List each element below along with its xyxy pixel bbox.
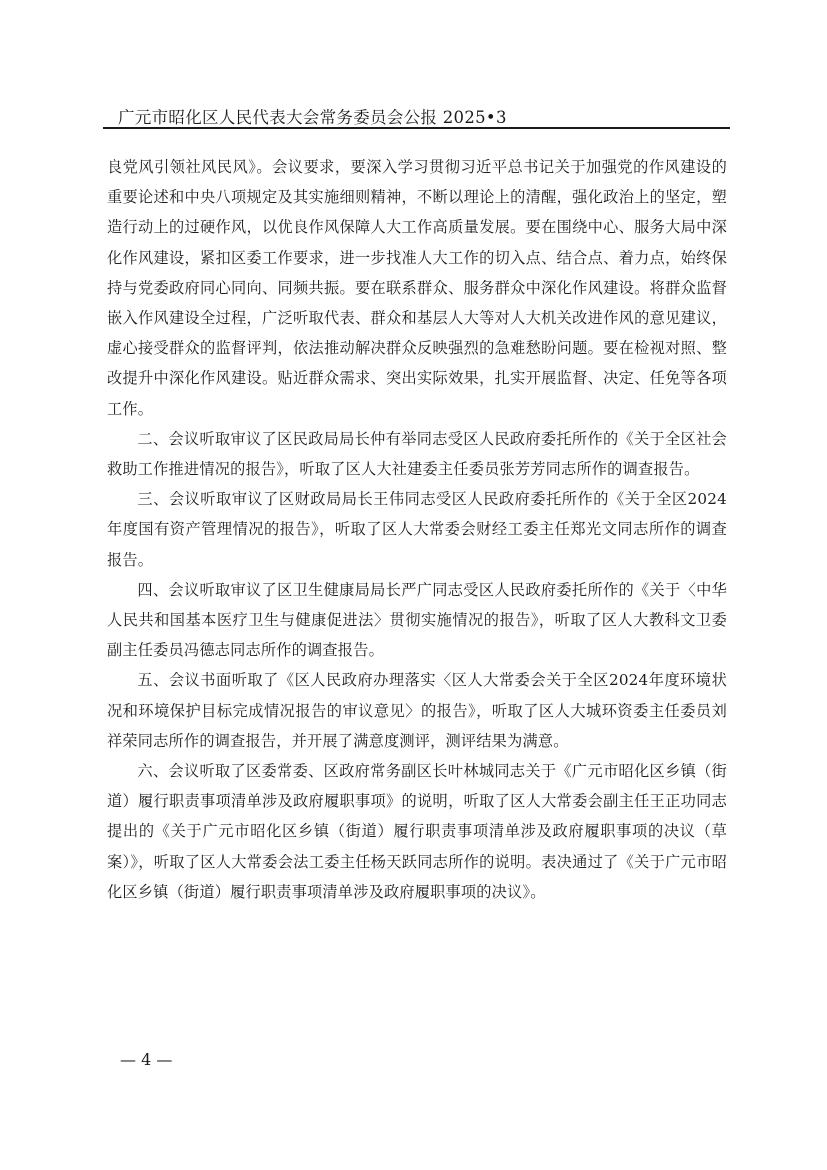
paragraph-item-3: 三、会议听取审议了区财政局局长王伟同志受区人民政府委托所作的《关于全区2024年度国有资产管理情况的报告》，听取了区人大常委会财经工委主任郑光文同志所作的调查报告。 [107, 490, 727, 569]
paragraph-item-5: 五、会议书面听取了《区人民政府办理落实〈区人大常委会关于全区2024年度环境状况和环境保护目标完成情况报告的审议意见〉的报告》，听取了区人大城环资委主任委员刘祥荣同志所作的调查报告，并开展了满意度测评，测评结果为满意。 [107, 671, 727, 750]
paragraph-item-6: 六、会议听取了区委常委、区政府常务副区长叶林城同志关于《广元市昭化区乡镇（街道）履行职责事项清单涉及政府履职事项》的说明，听取了区人大常委会副主任王正功同志提出的《关于广元市昭化区乡镇（街道）履行职责事项清单涉及政府履职事项的决议（草案）》，听取了区人大常委会法工委主任杨天跃同志所作的说明。表决通过了《关于广元市昭化区乡镇（街道）履行职责事项清单涉及政府履职事项的决议》。 [107, 762, 727, 901]
header-rule [103, 127, 730, 129]
paragraph-item-2: 二、会议听取审议了区民政局局长仲有举同志受区人民政府委托所作的《关于全区社会救助工作推进情况的报告》，听取了区人大社建委主任委员张芳芳同志所作的调查报告。 [107, 429, 727, 479]
paragraph-continued: 良党风引领社风民风》。会议要求，要深入学习贯彻习近平总书记关于加强党的作风建设的重要论述和中央八项规定及其实施细则精神，不断以理论上的清醒，强化政治上的坚定，塑造行动上的过硬作风，以优良作风保障人大工作高质量发展。要在围绕中心、服务大局中深化作风建设，紧扣区委工作要求，进一步找准人大工作的切入点、结合点、着力点，始终保持与党委政府同心同向、同频共振。要在联系群众、服务群众中深化作风建设。将群众监督嵌入作风建设全过程，广泛听取代表、群众和基层人大等对人大机关改进作风的意见建议，虚心接受群众的监督评判，依法推动解决群众反映强烈的急难愁盼问题。要在检视对照、整改提升中深化作风建设。贴近群众需求、突出实际效果，扎实开展监督、决定、任免等各项工作。 [107, 158, 727, 418]
document-body [107, 152, 727, 907]
page-number: — 4 — [120, 1050, 173, 1069]
running-header: 广元市昭化区人民代表大会常务委员会公报 2025•3 [118, 108, 507, 127]
paragraph-item-4: 四、会议听取审议了区卫生健康局局长严广同志受区人民政府委托所作的《关于〈中华人民共和国基本医疗卫生与健康促进法〉贯彻实施情况的报告》，听取了区人大教科文卫委副主任委员冯德志同志所作的调查报告。 [107, 580, 727, 660]
